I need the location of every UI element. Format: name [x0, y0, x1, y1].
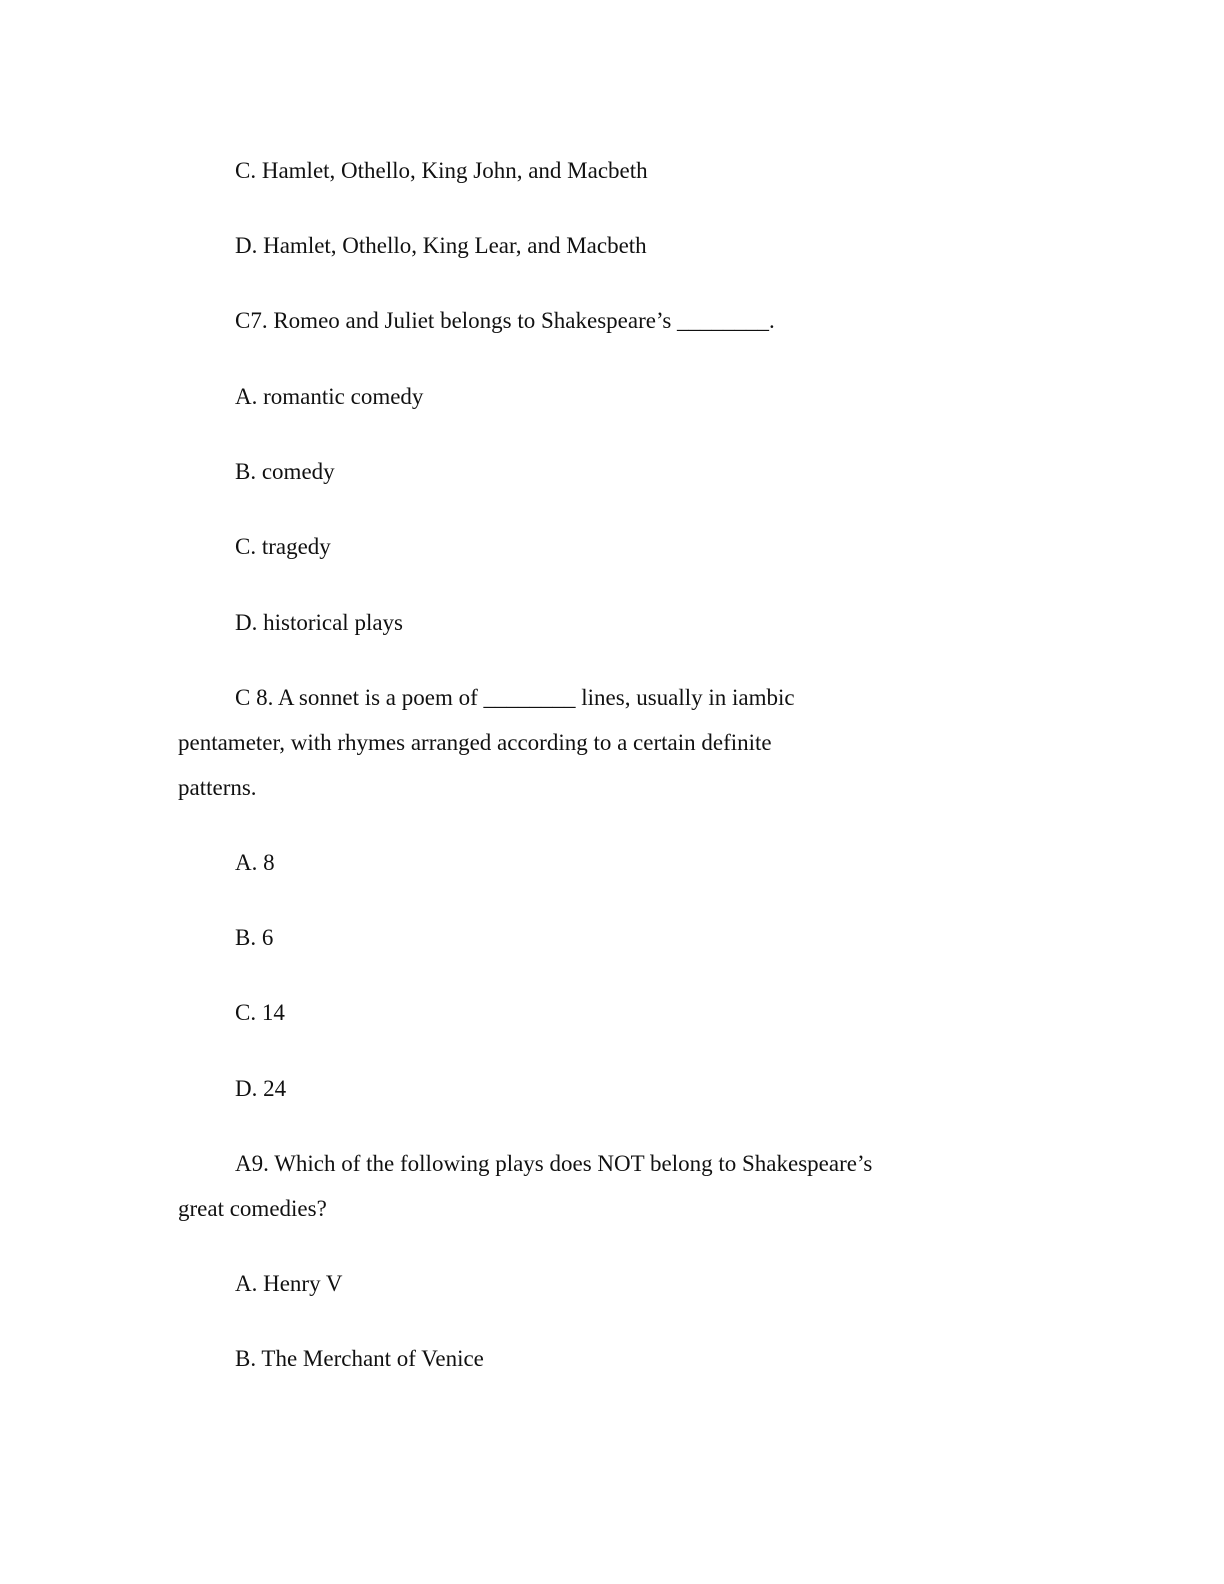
q8-option-c: C. 14 — [235, 1000, 285, 1025]
q7-option-b: B. comedy — [235, 459, 335, 484]
q7-option-a: A. romantic comedy — [235, 384, 424, 409]
q6-option-c: C. Hamlet, Othello, King John, and Macbeth — [235, 158, 648, 183]
q7-option-c: C. tragedy — [235, 534, 331, 559]
q8-option-d: D. 24 — [235, 1076, 287, 1101]
q8-question-line-1: C 8. A sonnet is a poem of ________ lines, usually in iambic — [235, 685, 795, 710]
q9-question-line-1: A9. Which of the following plays does NOT belong to Shakespeare’s — [235, 1151, 873, 1176]
q7-question: C7. Romeo and Juliet belongs to Shakespeare’s ________. — [235, 308, 775, 333]
q9-question-line-2: great comedies? — [178, 1196, 327, 1221]
q9-option-a: A. Henry V — [235, 1271, 343, 1296]
q9-option-b: B. The Merchant of Venice — [235, 1346, 484, 1371]
q8-option-a: A. 8 — [235, 850, 275, 875]
q7-option-d: D. historical plays — [235, 610, 403, 635]
q8-question-line-2: pentameter, with rhymes arranged according to a certain definite — [178, 730, 772, 755]
q8-option-b: B. 6 — [235, 925, 274, 950]
q6-option-d: D. Hamlet, Othello, King Lear, and Macbeth — [235, 233, 647, 258]
q8-question-line-3: patterns. — [178, 775, 257, 800]
